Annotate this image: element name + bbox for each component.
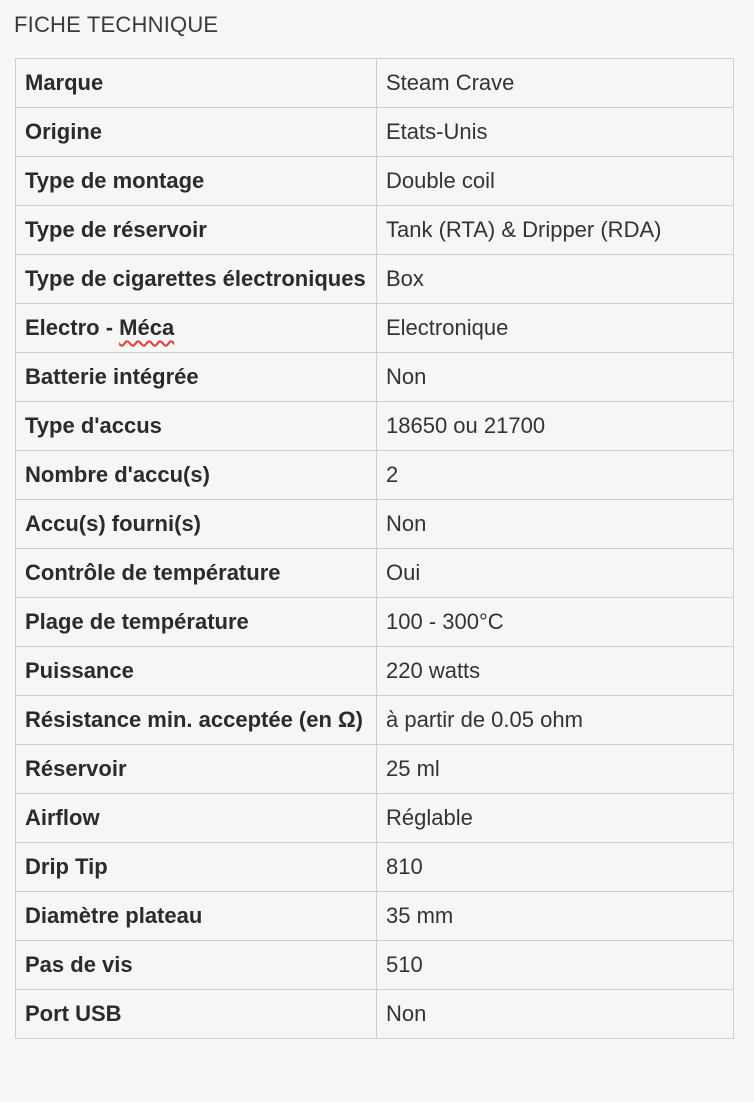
row-value: 220 watts xyxy=(377,647,734,696)
row-value: Oui xyxy=(377,549,734,598)
table-row xyxy=(16,696,734,745)
row-value: 510 xyxy=(377,941,734,990)
row-value: 100 - 300°C xyxy=(377,598,734,647)
row-value: Non xyxy=(377,990,734,1039)
row-value: Tank (RTA) & Dripper (RDA) xyxy=(377,206,734,255)
row-label: Origine xyxy=(16,108,377,157)
row-value: Electronique xyxy=(377,304,734,353)
spellcheck-flagged-word[interactable]: Méca xyxy=(119,315,175,340)
spec-table xyxy=(15,58,734,1039)
row-label: Drip Tip xyxy=(16,843,377,892)
table-row xyxy=(16,402,734,451)
row-value: à partir de 0.05 ohm xyxy=(377,696,734,745)
table-row xyxy=(16,304,734,353)
row-value: Non xyxy=(377,500,734,549)
row-value: Steam Crave xyxy=(377,59,734,108)
row-label: Contrôle de température xyxy=(16,549,377,598)
row-label: Type de réservoir xyxy=(16,206,377,255)
page-title: FICHE TECHNIQUE xyxy=(14,12,219,37)
row-label: Réservoir xyxy=(16,745,377,794)
row-label: Puissance xyxy=(16,647,377,696)
table-row xyxy=(16,598,734,647)
table-row xyxy=(16,500,734,549)
row-value: 2 xyxy=(377,451,734,500)
table-row xyxy=(16,255,734,304)
table-row xyxy=(16,843,734,892)
row-label xyxy=(16,304,377,353)
row-label: Plage de température xyxy=(16,598,377,647)
row-value: Box xyxy=(377,255,734,304)
row-label: Pas de vis xyxy=(16,941,377,990)
table-row xyxy=(16,892,734,941)
table-row xyxy=(16,108,734,157)
row-value: 35 mm xyxy=(377,892,734,941)
row-label-prefix: Electro - xyxy=(25,315,120,340)
table-row xyxy=(16,549,734,598)
table-row xyxy=(16,990,734,1039)
row-label: Accu(s) fourni(s) xyxy=(16,500,377,549)
row-value: 810 xyxy=(377,843,734,892)
table-row xyxy=(16,59,734,108)
table-row xyxy=(16,745,734,794)
table-row xyxy=(16,206,734,255)
row-label: Diamètre plateau xyxy=(16,892,377,941)
row-value: Non xyxy=(377,353,734,402)
row-label: Port USB xyxy=(16,990,377,1039)
row-label: Airflow xyxy=(16,794,377,843)
table-row xyxy=(16,941,734,990)
table-row xyxy=(16,794,734,843)
row-value: Réglable xyxy=(377,794,734,843)
row-value: 18650 ou 21700 xyxy=(377,402,734,451)
row-label: Nombre d'accu(s) xyxy=(16,451,377,500)
row-label: Type d'accus xyxy=(16,402,377,451)
row-label: Marque xyxy=(16,59,377,108)
row-label: Résistance min. acceptée (en Ω) xyxy=(16,696,377,745)
row-label: Batterie intégrée xyxy=(16,353,377,402)
row-value: 25 ml xyxy=(377,745,734,794)
table-row xyxy=(16,353,734,402)
row-value: Etats-Unis xyxy=(377,108,734,157)
table-row xyxy=(16,157,734,206)
table-row xyxy=(16,647,734,696)
row-value: Double coil xyxy=(377,157,734,206)
row-label: Type de montage xyxy=(16,157,377,206)
row-label: Type de cigarettes électroniques xyxy=(16,255,377,304)
table-row xyxy=(16,451,734,500)
